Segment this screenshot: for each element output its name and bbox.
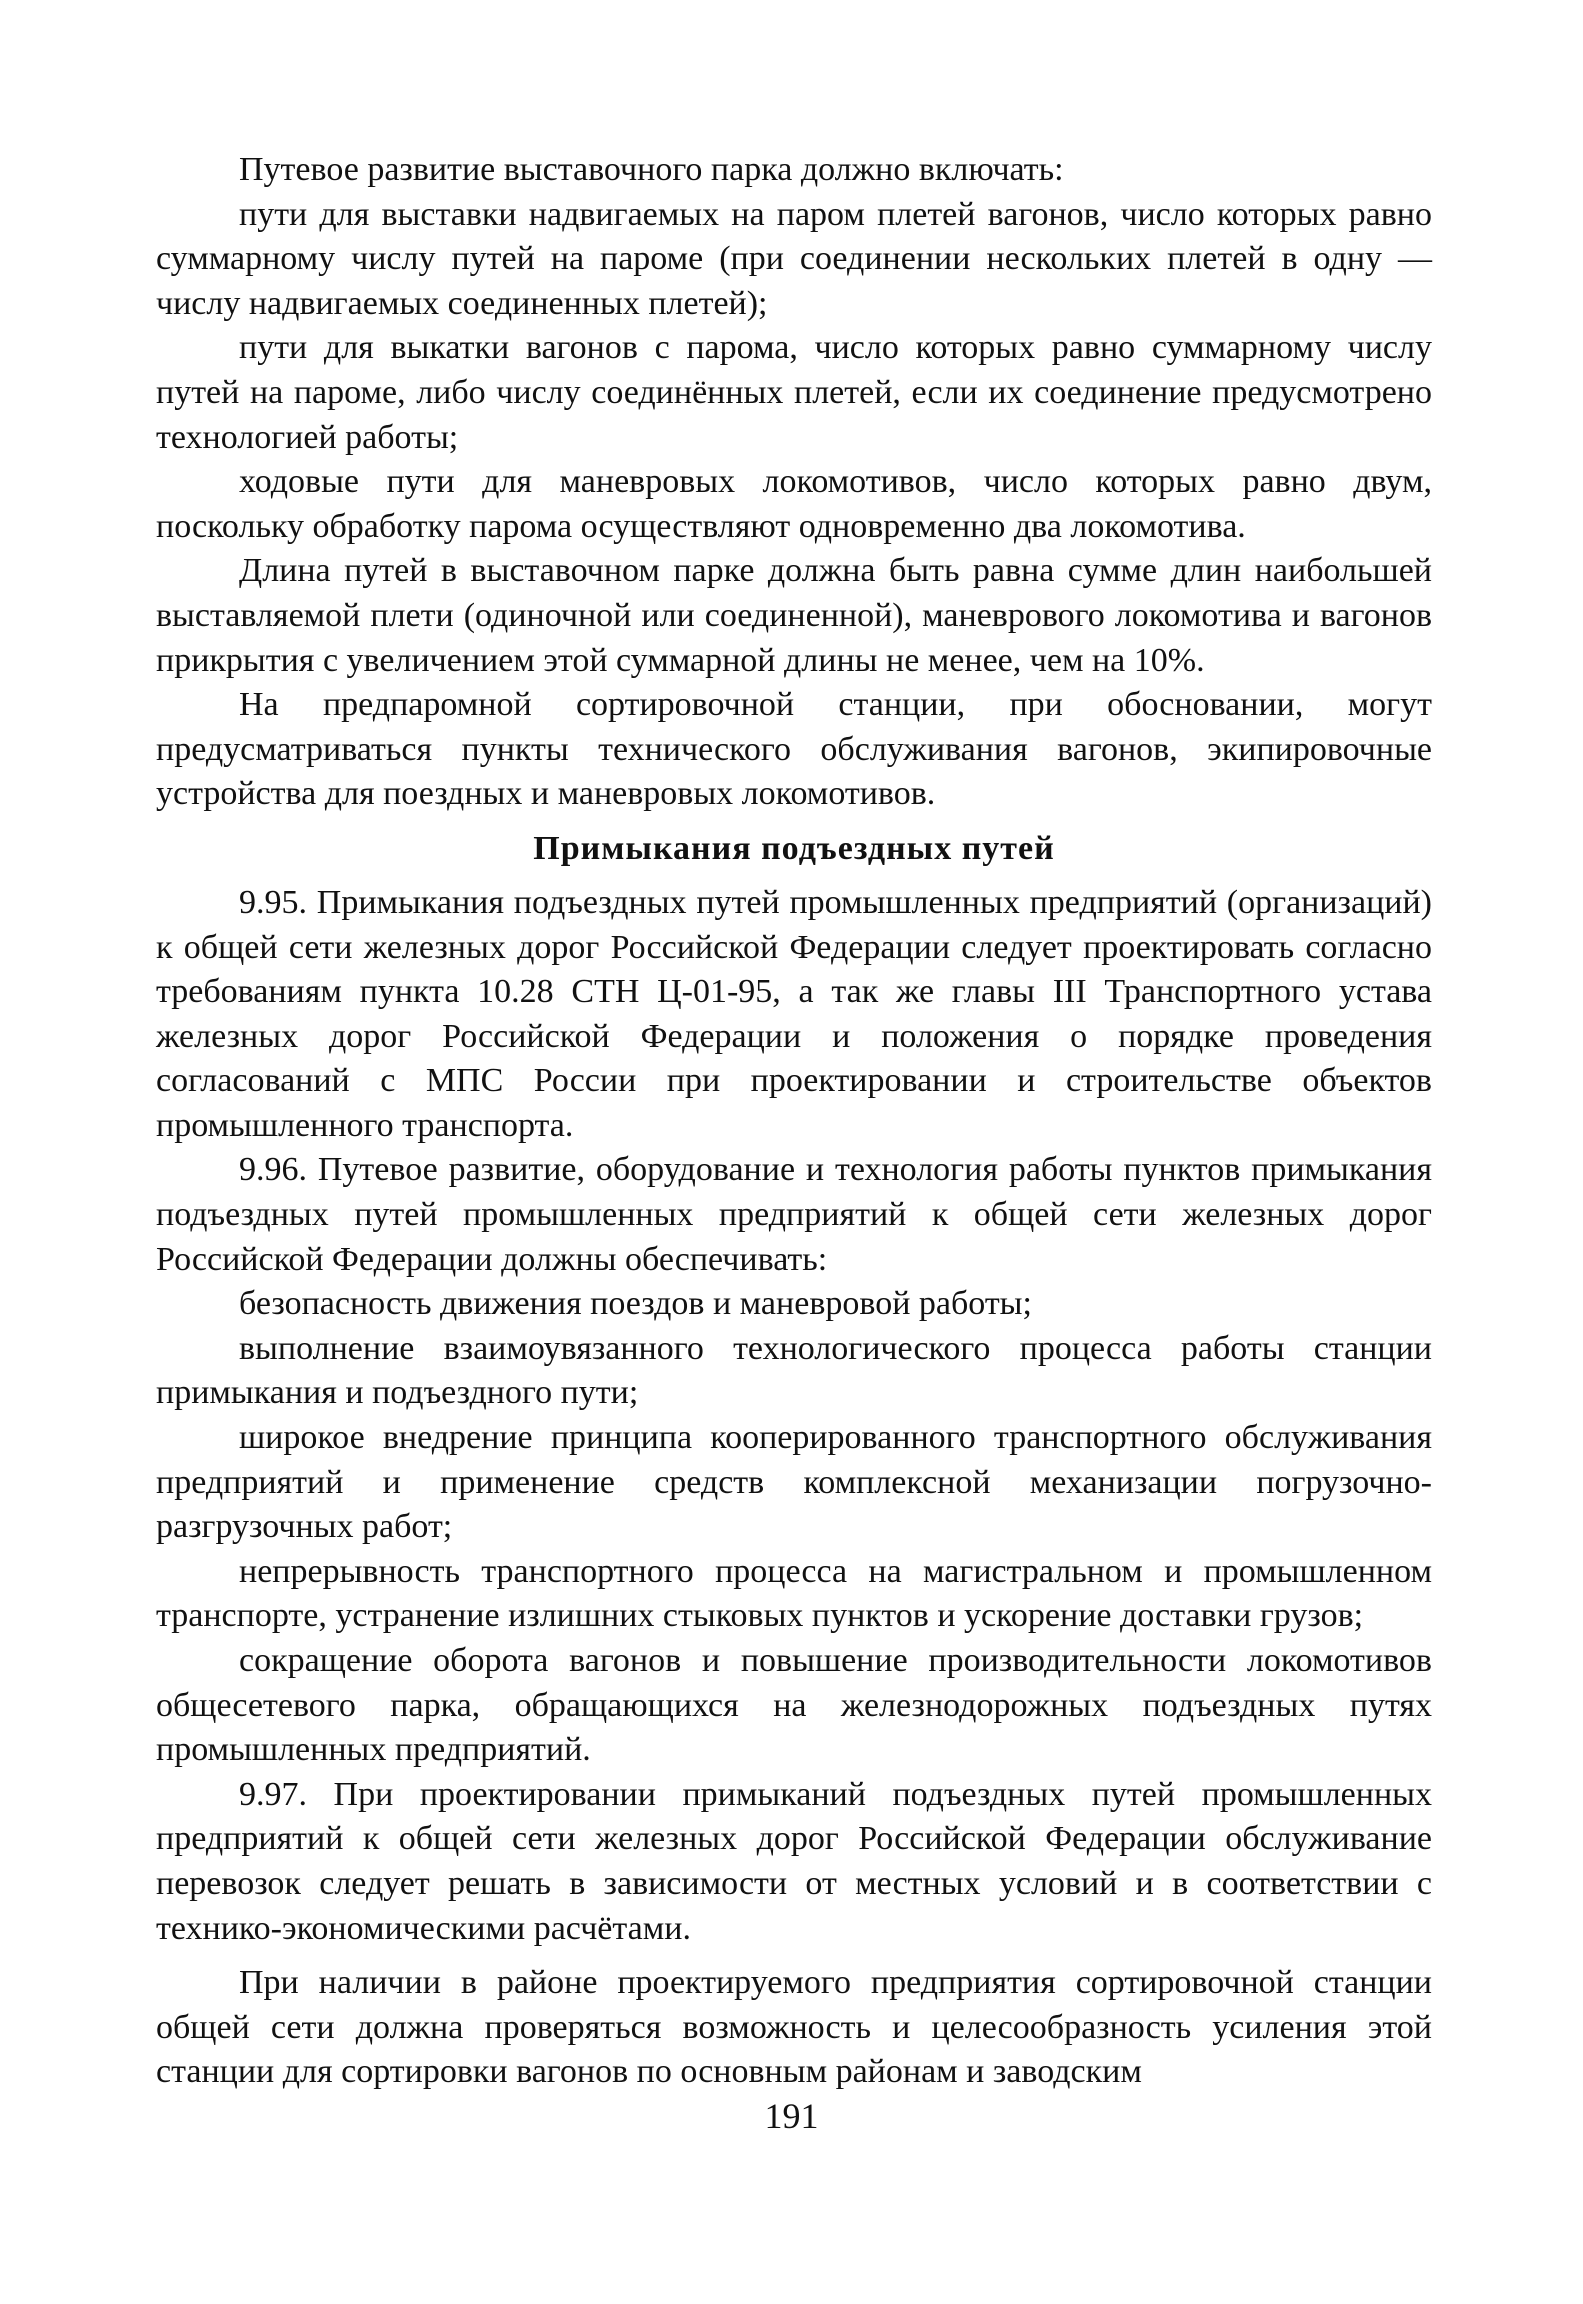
paragraph: 9.97. При проектировании примыканий подъездных путей промышленных предприятий к общей сети железных дорог Российской Федерации обслуживание перевозок следует решать в зависимости от местных условий и в соответствии с технико-экономическими расчётами. bbox=[156, 1775, 1432, 1947]
paragraph: пути для выкатки вагонов с парома, число которых равно суммарному числу путей на пароме, либо числу соединённых плетей, если их соединение предусмотрено технологией работы; bbox=[156, 329, 1432, 456]
paragraph: Путевое развитие выставочного парка должно включать: bbox=[239, 151, 1064, 188]
section-heading: Примыкания подъездных путей bbox=[533, 829, 1055, 867]
paragraph: 9.96. Путевое развитие, оборудование и технология работы пунктов примыкания подъездных путей промышленных предприятий к общей сети железных дорог Российской Федерации должны обеспечивать: bbox=[156, 1151, 1432, 1278]
paragraph: На предпаромной сортировочной станции, при обосновании, могут предусматриваться пункты технического обслуживания вагонов, экипировочные устройства для поездных и маневровых локомотивов. bbox=[156, 686, 1432, 813]
paragraph: широкое внедрение принципа кооперированного транспортного обслуживания предприятий и применение средств комплексной механизации погрузочно-разгрузочных работ; bbox=[156, 1419, 1432, 1546]
paragraph: выполнение взаимоувязанного технологического процесса работы станции примыкания и подъездного пути; bbox=[156, 1329, 1432, 1412]
paragraph: ходовые пути для маневровых локомотивов, число которых равно двум, поскольку обработку парома осуществляют одновременно два локомотива. bbox=[156, 463, 1432, 545]
paragraph: безопасность движения поездов и маневровой работы; bbox=[239, 1285, 1032, 1323]
paragraph: сокращение оборота вагонов и повышение производительности локомотивов общесетевого парка, обращающихся на железнодорожных подъездных путях промышленных предприятий. bbox=[156, 1642, 1432, 1769]
paragraph: непрерывность транспортного процесса на магистральном и промышленном транспорте, устранение излишних стыковых пунктов и ускорение доставки грузов; bbox=[156, 1552, 1432, 1635]
page-number: 191 bbox=[764, 2096, 819, 2136]
paragraph: При наличии в районе проектируемого предприятия сортировочной станции общей сети должна проверяться возможность и целесообразность усиления этой станции для сортировки вагонов по основным районам и заводским bbox=[156, 1964, 1432, 2091]
paragraph: пути для выставки надвигаемых на паром плетей вагонов, число которых равно суммарному числу путей на пароме (при соединении нескольких плетей в одну — числу надвигаемых соединенных плетей); bbox=[156, 195, 1432, 322]
paragraph: Длина путей в выставочном парке должна быть равна сумме длин наибольшей выставляемой плети (одиночной или соединенной), маневрового локомотива и вагонов прикрытия с увеличением этой суммарной длины не менее, чем на 10%. bbox=[156, 552, 1432, 679]
page-body bbox=[156, 148, 1432, 2095]
paragraph: 9.95. Примыкания подъездных путей промышленных предприятий (организаций) к общей сети железных дорог Российской Федерации следует проектировать согласно требованиям пункта 10.28 СТН Ц-01-95, а так же главы III Транспортного устава железных дорог Российской Федерации и положения о порядке проведения согласований с МПС России при проектировании и строительстве объектов промышленного транспорта. bbox=[156, 883, 1432, 1144]
